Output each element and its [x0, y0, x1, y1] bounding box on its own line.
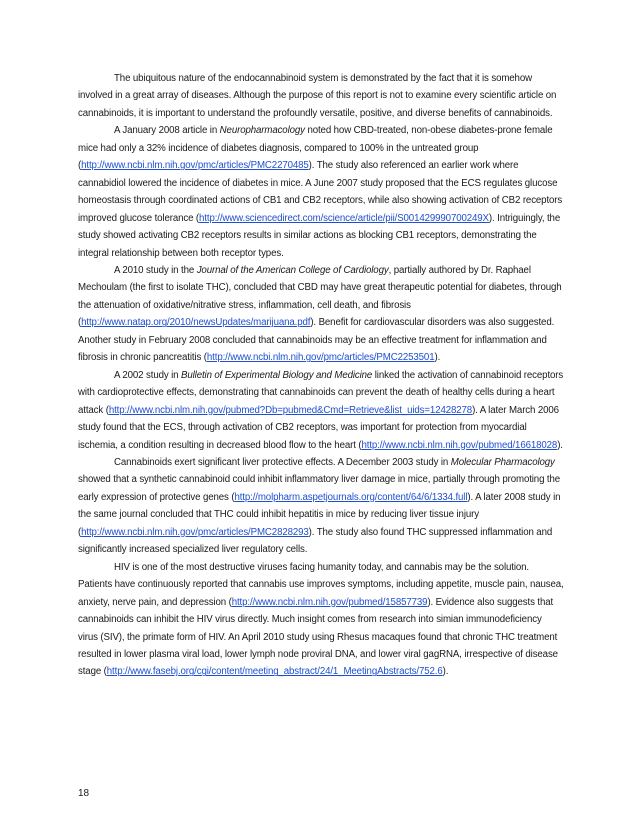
text-run: HIV is one of the most destructive viruses facing humanity today, and cannabis may be the solution. Patients have continuously reported that cannabis use improves symptoms, including appetite, muscle pain, nausea, anxiety, nerve pain, and depression (: [78, 561, 564, 608]
citation-link[interactable]: http://www.ncbi.nlm.nih.gov/pubmed?Db=pubmed&Cmd=Retrieve&list_uids=12428278: [108, 404, 473, 416]
text-run: , partially authored by Dr. Raphael Mechoulam (the first to isolate THC), concluded that CBD may have great therapeutic potential for diabetes, through the attenuation of oxidative/nitrative stress, inflammation, cell death, and fibrosis (: [78, 264, 562, 329]
text-run: A January 2008 article in: [114, 125, 220, 137]
text-run: A 2010 study in the: [114, 264, 197, 276]
journal-title: Journal of the American College of Cardiology: [196, 264, 389, 276]
text-run: ). A later March 2006 study found that the ECS, through activation of CB2 receptors, was important for protection from myocardial ischemia, a condition resulting in decreased blood flow to the heart (: [78, 404, 559, 451]
text-run: ). Intriguingly, the study showed activating CB2 receptors results in similar actions as blocking CB1 receptors, demonstrating the integral relationship between both receptor types.: [78, 212, 561, 259]
citation-link[interactable]: http://www.ncbi.nlm.nih.gov/pmc/articles/PMC2253501: [206, 352, 435, 364]
text-run: ).: [557, 439, 563, 451]
document-body: [78, 70, 564, 681]
citation-link[interactable]: http://www.fasebj.org/cgi/content/meeting_abstract/24/1_MeetingAbstracts/752.6: [106, 666, 443, 678]
journal-title: Neuropharmacology: [219, 125, 305, 137]
text-run: ).: [442, 666, 449, 678]
citation-link[interactable]: http://molpharm.aspetjournals.org/content/64/6/1334.full: [234, 491, 468, 503]
journal-title: Bulletin of Experimental Biology and Medicine: [181, 369, 373, 381]
text-run: Cannabinoids exert significant liver protective effects. A December 2003 study in: [114, 456, 451, 468]
text-run: showed that a synthetic cannabinoid could inhibit inflammatory liver damage in mice, partially through promoting the early expression of protective genes (: [78, 474, 561, 503]
paragraph: [78, 70, 564, 122]
paragraph: [78, 559, 564, 681]
text-run: ).: [434, 352, 441, 364]
text-run: ). Evidence also suggests that cannabinoids can inhibit the HIV virus directly. Much insight comes from research into simian immunodeficiency virus (SIV), the primate form of HIV. An April 2010 study using Rhesus macaques found that chronic THC treatment resulted in lower plasma viral load, lower lymph node proviral DNA, and lower viral gagRNA, irrespective of disease stage (: [78, 596, 558, 678]
citation-link[interactable]: http://www.ncbi.nlm.nih.gov/pubmed/15857739: [231, 596, 428, 608]
citation-link[interactable]: http://www.ncbi.nlm.nih.gov/pmc/articles/PMC2270485: [81, 160, 309, 172]
paragraph: [78, 122, 564, 262]
paragraph: [78, 367, 564, 454]
text-run: A 2002 study in: [114, 369, 182, 381]
journal-title: Molecular Pharmacology: [450, 456, 555, 468]
text-run: linked the activation of cannabinoid receptors with cardioprotective effects, demonstrating that cannabinoids can prevent the death of healthy cells during a heart attack (: [78, 369, 564, 416]
citation-link[interactable]: http://www.sciencedirect.com/science/article/pii/S001429990700249X: [199, 212, 489, 224]
paragraph: [78, 262, 564, 367]
text-run: noted how CBD-treated, non-obese diabetes-prone female mice had only a 32% incidence of diabetes diagnosis, compared to 100% in the untreated group (: [78, 125, 553, 172]
text-run: ). The study also found THC suppressed inflammation and significantly increased specialized liver regulatory cells.: [78, 526, 553, 556]
text-run: ). A later 2008 study in the same journal concluded that THC could inhibit hepatitis in mice by reducing liver tissue injury (: [78, 491, 561, 538]
citation-link[interactable]: http://www.ncbi.nlm.nih.gov/pubmed/16618028: [361, 439, 558, 451]
text-run: ). Benefit for cardiovascular disorders was also suggested. Another study in February 2008 concluded that cannabinoids may be an effective treatment for inflammation and fibrosis in chronic pancreatitis (: [78, 317, 555, 364]
page-number: 18: [78, 788, 90, 799]
text-run: The ubiquitous nature of the endocannabinoid system is demonstrated by the fact that it is somehow involved in a great array of diseases. Although the purpose of this report is not to examine every scientific article on cannabinoids, it is important to understand the profoundly versatile, positive, and diverse benefits of cannabinoids.: [78, 73, 557, 119]
citation-link[interactable]: http://www.ncbi.nlm.nih.gov/pmc/articles/PMC2828293: [81, 526, 309, 538]
text-run: ). The study also referenced an earlier work where cannabidiol lowered the incidence of diabetes in mice. A June 2007 study proposed that the ECS regulates glucose homeostasis through coordinated actions of CB1 and CB2 receptors, while also showing activation of CB2 receptors improved glucose tolerance (: [78, 160, 563, 224]
citation-link[interactable]: http://www.natap.org/2010/newsUpdates/marijuana.pdf: [81, 317, 311, 329]
paragraph: [78, 454, 564, 559]
